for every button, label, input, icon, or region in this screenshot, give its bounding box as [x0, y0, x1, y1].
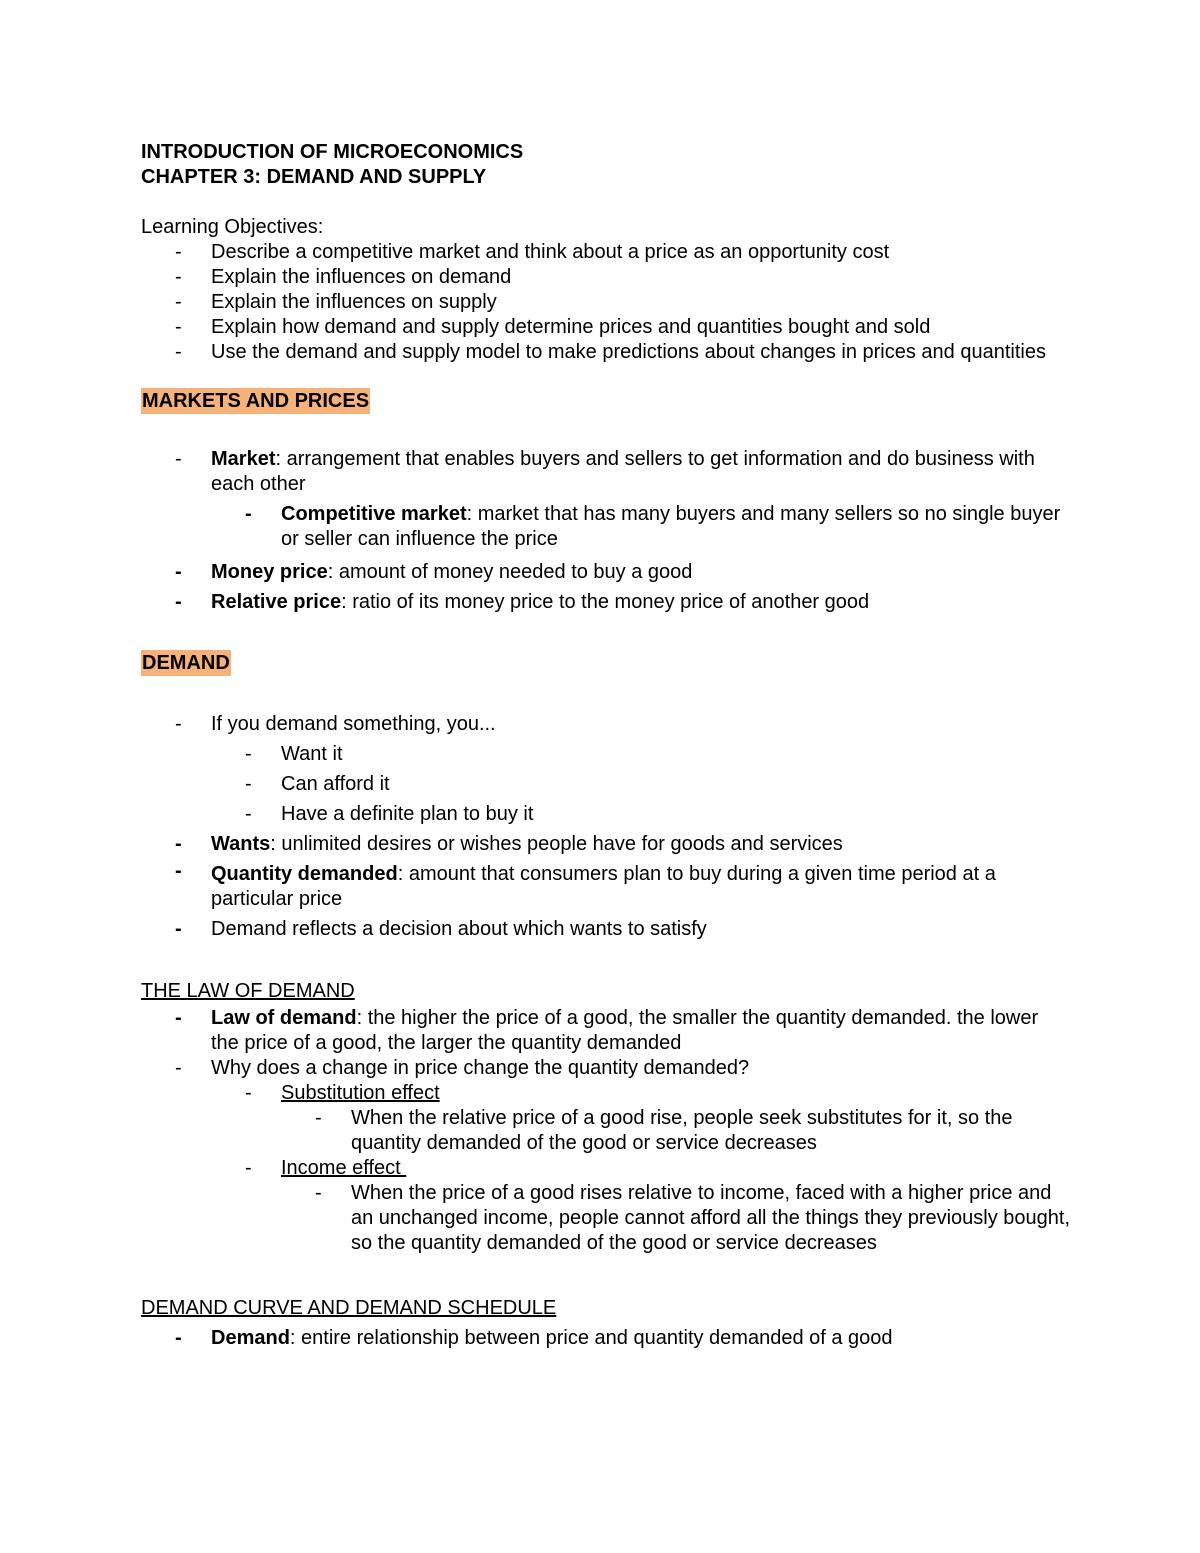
list-item — [141, 587, 1071, 617]
chapter-title: CHAPTER 3: DEMAND AND SUPPLY — [141, 166, 487, 188]
curve-list — [141, 1323, 1071, 1353]
objectives-list — [141, 240, 1071, 365]
def-competitive-market: : market that has many buyers and many sellers so no single buyer or seller can influence the price — [281, 503, 1061, 550]
objectives-label: Learning Objectives: — [141, 216, 324, 238]
demand-intro: If you demand something, you... — [211, 713, 496, 735]
income-effect-label: Income effect — [281, 1157, 407, 1179]
list-item: - Want it — [211, 739, 1071, 769]
list-item — [141, 1056, 1071, 1256]
list-item: - When the relative price of a good rise, people seek substitutes for it, so the quantity demanded of the good or service decreases — [281, 1106, 1071, 1156]
demand-list — [141, 709, 1071, 944]
term-wants: Wants — [211, 833, 271, 855]
list-item — [141, 557, 1071, 587]
list-item — [141, 709, 1071, 829]
demand-sublist — [211, 739, 1071, 829]
list-item — [141, 447, 1071, 552]
def-quantity-demanded: : amount that consumers plan to buy during a given time period at a particular price — [211, 863, 996, 910]
def-market: : arrangement that enables buyers and sellers to get information and do business with each other — [211, 448, 1035, 495]
def-wants: : unlimited desires or wishes people have for goods and services — [270, 833, 843, 855]
document-page — [141, 140, 1071, 1353]
spacer — [141, 190, 1071, 215]
list-item: - Explain the influences on supply — [141, 290, 1071, 315]
def-demand: : entire relationship between price and quantity demanded of a good — [289, 1327, 893, 1349]
list-item — [211, 1081, 1071, 1156]
def-relative-price: : ratio of its money price to the money price of another good — [341, 591, 870, 613]
list-item: - Explain the influences on demand — [141, 265, 1071, 290]
curve-heading: DEMAND CURVE AND DEMAND SCHEDULE — [141, 1297, 557, 1319]
list-item: - Demand reflects a decision about which wants to satisfy — [141, 914, 1071, 944]
def-law-of-demand: : the higher the price of a good, the smaller the quantity demanded. the lower the price of a good, the larger the quantity demanded — [211, 1007, 1039, 1054]
list-item — [141, 859, 1071, 914]
demand-heading-wrap — [141, 650, 1071, 676]
list-item: - Use the demand and supply model to make predictions about changes in prices and quantities — [141, 340, 1071, 365]
list-item — [141, 1006, 1071, 1056]
markets-sublist — [211, 502, 1071, 552]
list-item: - Have a definite plan to buy it — [211, 799, 1071, 829]
markets-heading-wrap — [141, 388, 1071, 414]
income-sublist — [281, 1181, 1071, 1256]
term-demand: Demand — [211, 1327, 290, 1349]
markets-heading: MARKETS AND PRICES — [142, 390, 370, 412]
term-market: Market — [211, 448, 276, 470]
list-item: - Describe a competitive market and think about a price as an opportunity cost — [141, 240, 1071, 265]
term-money-price: Money price — [211, 561, 328, 583]
demand-heading: DEMAND — [142, 652, 230, 674]
markets-list — [141, 447, 1071, 617]
law-why: Why does a change in price change the quantity demanded? — [211, 1057, 750, 1079]
list-item: - Explain how demand and supply determine prices and quantities bought and sold — [141, 315, 1071, 340]
doc-title: INTRODUCTION OF MICROECONOMICS — [141, 141, 524, 163]
list-item — [141, 829, 1071, 859]
term-competitive-market: Competitive market — [281, 503, 467, 525]
law-heading: THE LAW OF DEMAND — [141, 980, 355, 1002]
substitution-effect-label: Substitution effect — [281, 1082, 440, 1104]
list-item — [211, 1156, 1071, 1256]
law-list — [141, 1006, 1071, 1256]
list-item — [211, 502, 1071, 552]
term-relative-price: Relative price — [211, 591, 342, 613]
list-item — [141, 1323, 1071, 1353]
def-money-price: : amount of money needed to buy a good — [327, 561, 693, 583]
effects-list — [211, 1081, 1071, 1256]
list-item: - When the price of a good rises relative to income, faced with a higher price and an unchanged income, people cannot afford all the things they previously bought, so the quantity demanded of the good or service decreases — [281, 1181, 1071, 1256]
term-law-of-demand: Law of demand — [211, 1007, 357, 1029]
list-item: - Can afford it — [211, 769, 1071, 799]
substitution-sublist — [281, 1106, 1071, 1156]
term-quantity-demanded: Quantity demanded — [211, 863, 398, 885]
